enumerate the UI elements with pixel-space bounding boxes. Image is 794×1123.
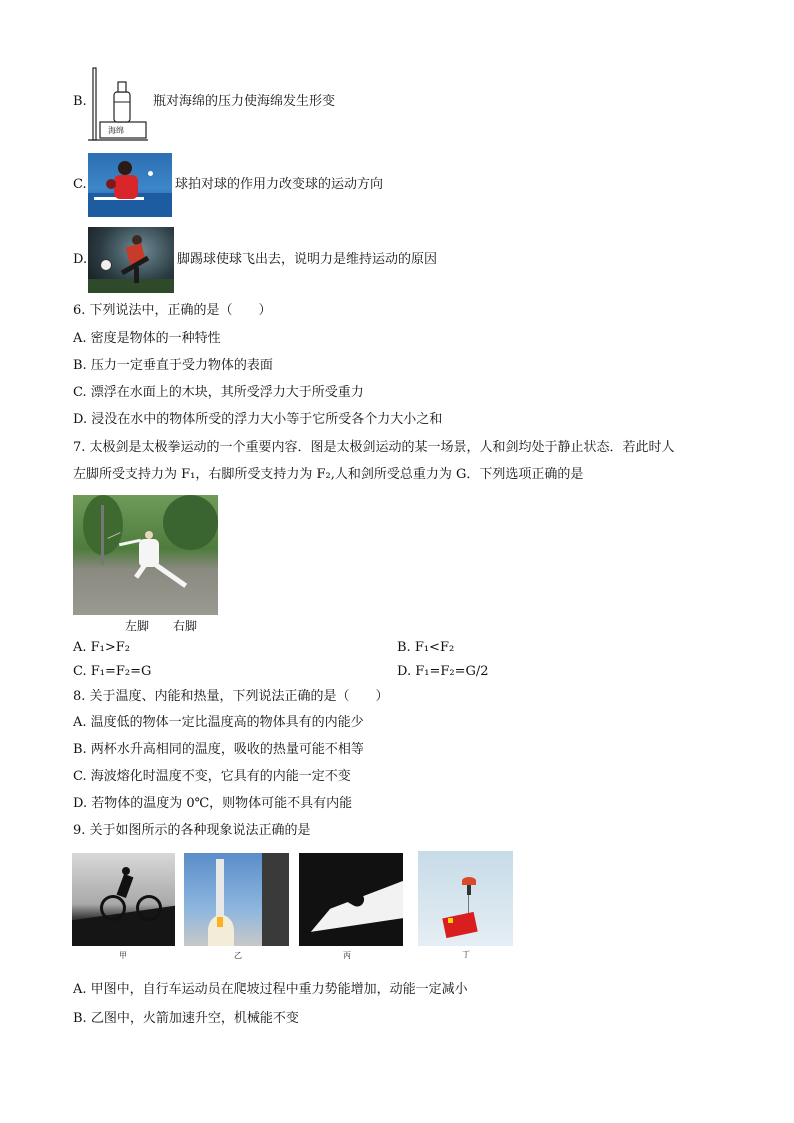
table-tennis-photo <box>88 153 172 217</box>
sponge-label: 海绵 <box>108 126 124 135</box>
q5-option-b-text: 瓶对海绵的压力使海绵发生形变 <box>153 94 336 109</box>
caption-bing: 丙 <box>343 951 351 960</box>
q8-option-d: D. 若物体的温度为 0℃，则物体可能不具有内能 <box>73 796 353 811</box>
q8-option-a: A. 温度低的物体一定比温度高的物体具有的内能少 <box>73 715 364 730</box>
q9-option-a: A. 甲图中，自行车运动员在爬坡过程中重力势能增加，动能一定减小 <box>73 982 468 997</box>
q7-stem-line1: 7. 太极剑是太极拳运动的一个重要内容．图是太极剑运动的某一场景，人和剑均处于静止状态．若此时人 <box>73 440 675 455</box>
caption-ding: 丁 <box>462 950 470 959</box>
q5-option-d-letter: D. <box>73 252 88 267</box>
q6-option-a: A. 密度是物体的一种特性 <box>73 331 221 346</box>
q9-option-b: B. 乙图中，火箭加速升空，机械能不变 <box>73 1011 299 1026</box>
diver-photo <box>299 853 403 946</box>
soccer-kick-photo <box>88 227 174 293</box>
rocket-photo <box>184 853 289 946</box>
caption-yi: 乙 <box>234 951 242 960</box>
q8-option-b: B. 两杯水升高相同的温度，吸收的热量可能不相等 <box>73 742 364 757</box>
q9-stem: 9. 关于如图所示的各种现象说法正确的是 <box>73 823 311 838</box>
cyclist-photo <box>72 853 175 946</box>
q7-option-a: A. F₁>F₂ <box>73 640 131 655</box>
q5-option-b-letter: B. <box>73 94 87 109</box>
q7-option-c: C. F₁=F₂=G <box>73 664 152 679</box>
q5-option-c-text: 球拍对球的作用力改变球的运动方向 <box>175 177 384 192</box>
left-foot-label: 左脚 <box>125 619 150 633</box>
q6-option-c: C. 漂浮在水面上的木块，其所受浮力大于所受重力 <box>73 385 364 400</box>
q7-option-d: D. F₁=F₂=G/2 <box>397 664 489 679</box>
q5-option-d-text: 脚踢球使球飞出去，说明力是维持运动的原因 <box>177 252 438 267</box>
right-foot-label: 右脚 <box>173 619 198 633</box>
q6-option-d: D. 浸没在水中的物体所受的浮力大小等于它所受各个力大小之和 <box>73 412 443 427</box>
q6-stem: 6. 下列说法中，正确的是（ ） <box>73 303 272 318</box>
q8-stem: 8. 关于温度、内能和热量，下列说法正确的是（ ） <box>73 689 389 704</box>
q7-option-b: B. F₁<F₂ <box>397 640 455 655</box>
q6-option-b: B. 压力一定垂直于受力物体的表面 <box>73 358 273 373</box>
parachute-photo <box>418 851 513 946</box>
q7-stem-line2: 左脚所受支持力为 F₁，右脚所受支持力为 F₂,人和剑所受总重力为 G．下列选项正确的是 <box>73 467 584 482</box>
taiji-sword-photo <box>73 495 218 615</box>
q5-option-c-letter: C. <box>73 177 87 192</box>
q8-option-c: C. 海波熔化时温度不变，它具有的内能一定不变 <box>73 769 351 784</box>
caption-jia: 甲 <box>119 951 127 960</box>
